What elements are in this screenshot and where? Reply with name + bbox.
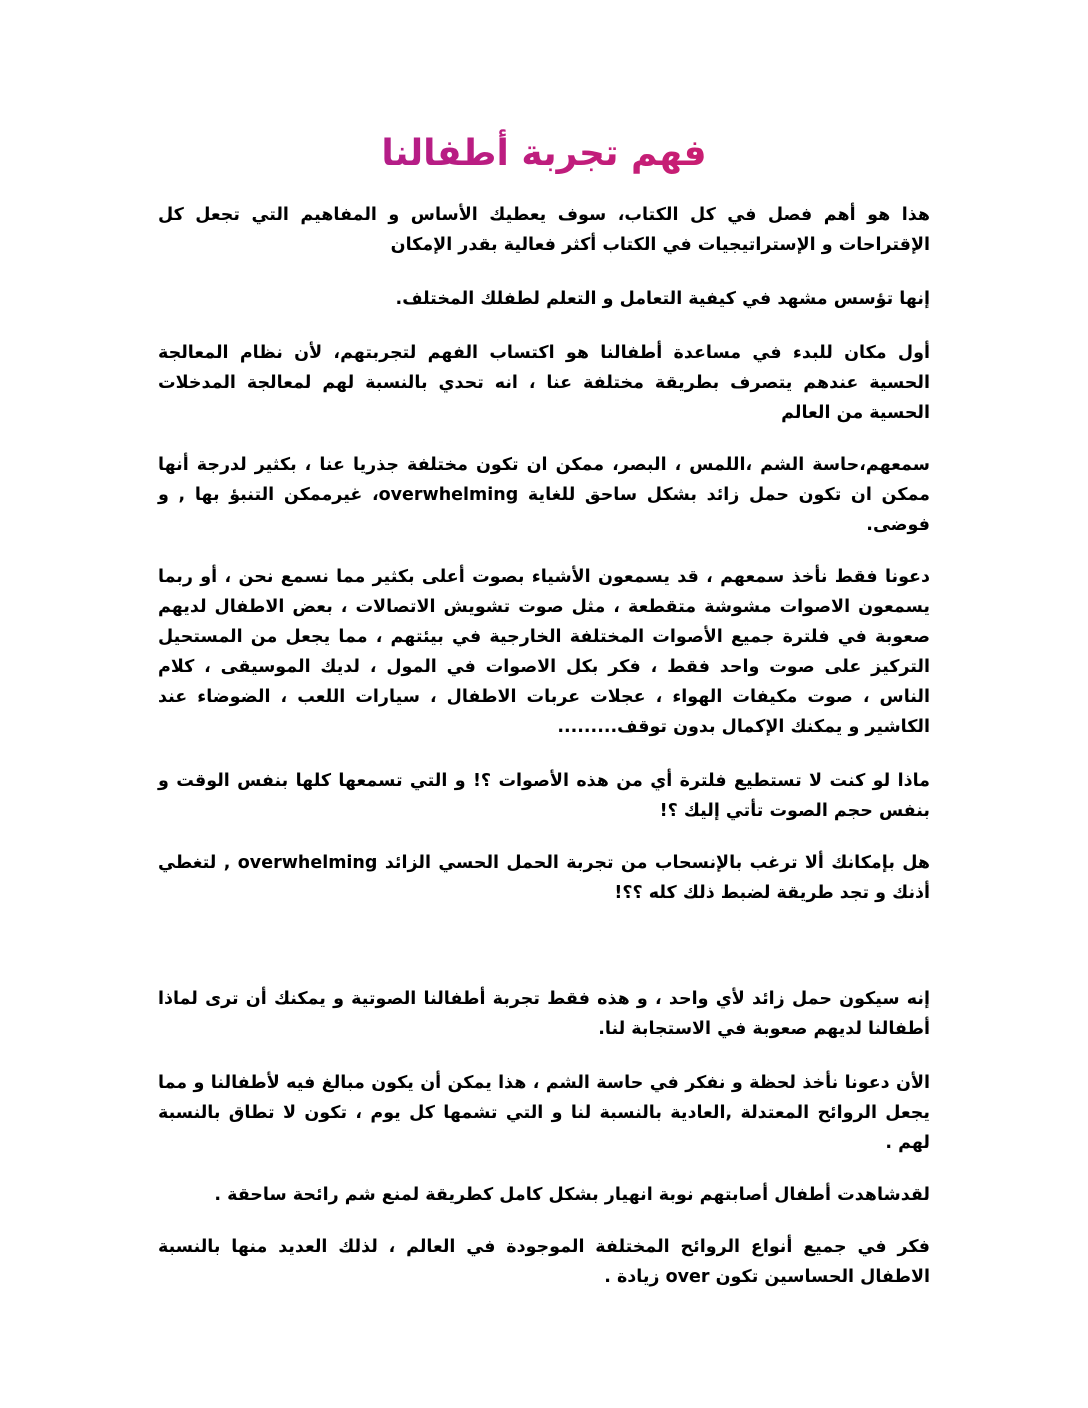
paragraph-11 [158, 1232, 930, 1292]
paragraph-2: إنها تؤسس مشهد في كيفية التعامل و التعلم لطفلك المختلف. [395, 289, 930, 309]
page-title: فهم تجربة أطفالنا [0, 128, 1088, 180]
paragraph-11-text-b: زيادة . [604, 1267, 660, 1287]
paragraph-8: إنه سيكون حمل زائد لأي واحد ، و هذه فقط تجربة أطفالنا الصوتية و يمكنك أن ترى لماذا أطفالنا لديهم صعوبة في الاستجابة لنا. [158, 989, 930, 1039]
paragraph-7-english-term: overwhelming [237, 853, 378, 873]
paragraph-4-english-term: overwhelming [378, 485, 519, 505]
paragraph-7-text-b: , لتغطي أذنك و تجد طريقة لضبط ذلك كله ؟؟! [158, 853, 930, 903]
paragraph-1: هذا هو أهم فصل في كل الكتاب، سوف يعطيك الأساس و المفاهيم التي تجعل كل الإقتراحات و الإستراتيجيات في الكتاب أكثر فعالية بقدر الإمكان [158, 205, 930, 255]
paragraph-3: أول مكان للبدء في مساعدة أطفالنا هو اكتساب الفهم لتجربتهم، لأن نظام المعالجة الحسية عندهم يتصرف بطريقة مختلفة عنا ، انه تحدي بالنسبة لهم لمعالجة المدخلات الحسية من العالم [158, 343, 930, 423]
paragraph-4-text-b: ، غيرممكن التنبؤ بها , و فوضى. [158, 485, 930, 535]
paragraph-5: دعونا فقط نأخذ سمعهم ، قد يسمعون الأشياء بصوت أعلى بكثير مما نسمع نحن ، أو ربما يسمعون الاصوات مشوشة متقطعة ، مثل صوت تشويش الاتصالات ، بعض الاطفال لديهم صعوبة في فلترة جميع الأصوات المختلفة الخارجية في بيئتهم ، مما يجعل من المستحيل التركيز على صوت واحد فقط ، فكر بكل الاصوات في المول ، لديك الموسيقى ، كلام الناس ، صوت مكيفات الهواء ، عجلات عربات الاطفال ، سيارات اللعب ، الضوضاء عند الكاشير و يمكنك الإكمال بدون توقف......... [158, 567, 930, 737]
paragraph-4 [158, 450, 930, 540]
paragraph-10: لقدشاهدت أطفال أصابتهم نوبة انهيار بشكل كامل كطريقة لمنع شم رائحة ساحقة . [214, 1185, 930, 1205]
paragraph-4-text-a: سمعهم،حاسة الشم ،اللمس ، البصر، ممكن ان تكون مختلفة جذريا عنا ، بكثير لدرجة أنها ممكن ان تكون حمل زائد بشكل ساحق للغاية [158, 455, 931, 505]
paragraph-7 [158, 848, 930, 908]
paragraph-6: ماذا لو كنت لا تستطيع فلترة أي من هذه الأصوات ؟! و التي تسمعها كلها بنفس الوقت و بنفس حجم الصوت تأتي إليك ؟! [158, 771, 930, 821]
paragraph-11-english-term: over [665, 1267, 710, 1287]
document-body [158, 200, 930, 1292]
paragraph-9: الأن دعونا نأخذ لحظة و نفكر في حاسة الشم ، هذا يمكن أن يكون مبالغ فيه لأطفالنا و مما يجعل الروائح المعتدلة ,العادية بالنسبة لنا و التي تشمها كل يوم ، تكون لا تطاق بالنسبة لهم . [158, 1073, 930, 1153]
paragraph-7-text-a: هل بإمكانك ألا ترغب بالإنسحاب من تجربة الحمل الحسي الزائد [384, 853, 931, 873]
paragraph-11-text-a: فكر في جميع أنواع الروائح المختلفة الموجودة في العالم ، لذلك العديد منها بالنسبة الاطفال الحساسين تكون [158, 1237, 930, 1287]
